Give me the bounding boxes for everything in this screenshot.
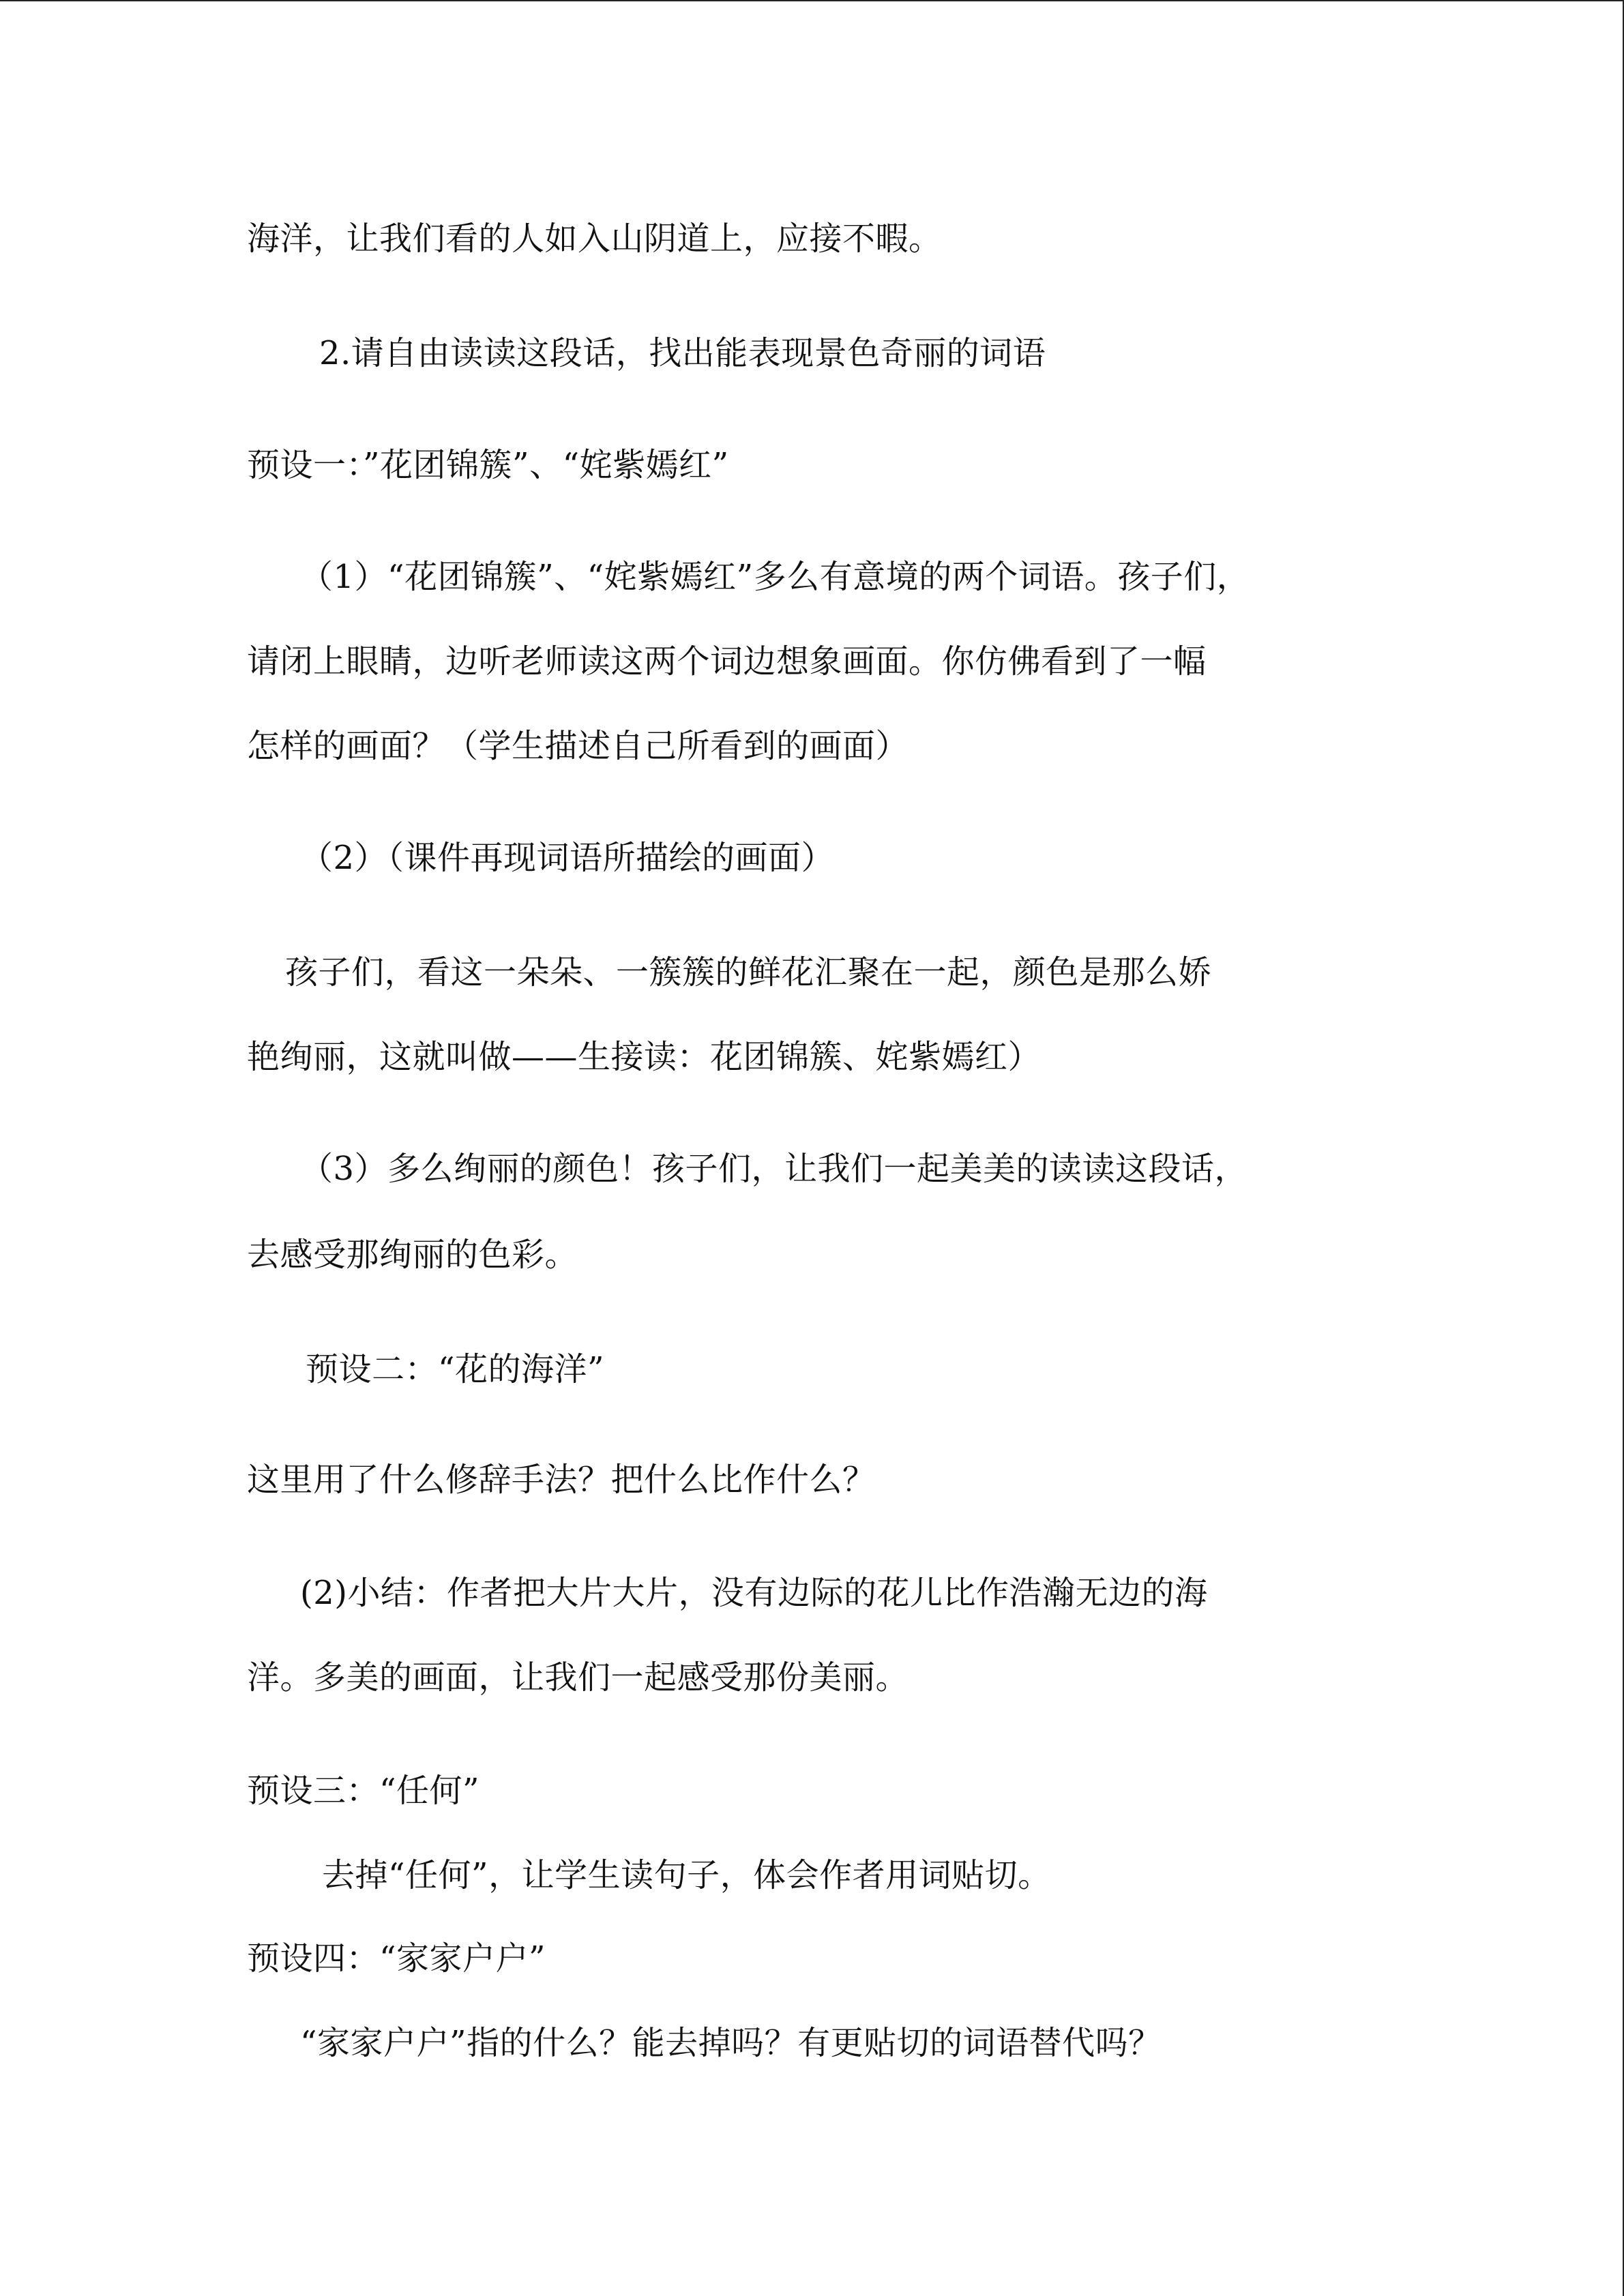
text-line-5: 请闭上眼睛，边听老师读这两个词边想象画面。你仿佛看到了一幅 [247, 642, 1207, 681]
text-line-19: “家家户户”指的什么？能去掉吗？有更贴切的词语替代吗？ [300, 2024, 1162, 2062]
text-line-12: 预设二：“花的海洋” [306, 1350, 605, 1388]
page-top-border [0, 0, 1624, 1]
text-line-17: 去掉“任何”，让学生读句子，体会作者用词贴切。 [322, 1856, 1051, 1894]
text-line-11: 去感受那绚丽的色彩。 [247, 1236, 578, 1274]
text-line-15: 洋。多美的画面，让我们一起感受那份美丽。 [247, 1658, 909, 1697]
text-line-16: 预设三：“任何” [247, 1772, 480, 1810]
text-line-2: 2.请自由读读这段话，找出能表现景色奇丽的词语 [319, 334, 1046, 372]
text-line-3: 预设一：”花团锦簇”、“姹紫嫣红” [247, 446, 729, 484]
text-line-10: （3）多么绚丽的颜色！孩子们，让我们一起美美的读读这段话， [300, 1150, 1248, 1188]
text-line-7: （2）（课件再现词语所描绘的画面） [300, 839, 835, 877]
text-line-4: （1）“花团锦簇”、“姹紫嫣红”多么有意境的两个词语。孩子们， [300, 558, 1250, 596]
text-line-6: 怎样的画面？（学生描述自己所看到的画面） [247, 727, 909, 765]
text-line-9: 艳绚丽，这就叫做——生接读：花团锦簇、姹紫嫣红） [247, 1038, 1042, 1076]
text-line-1: 海洋，让我们看的人如入山阴道上，应接不暇。 [247, 220, 942, 258]
text-line-13: 这里用了什么修辞手法？把什么比作什么？ [247, 1461, 876, 1499]
text-line-14: (2)小结：作者把大片大片，没有边际的花儿比作浩瀚无边的海 [300, 1574, 1208, 1612]
text-line-18: 预设四：“家家户户” [247, 1939, 546, 1978]
text-line-8: 孩子们，看这一朵朵、一簇簇的鲜花汇聚在一起，颜色是那么娇 [285, 953, 1212, 992]
